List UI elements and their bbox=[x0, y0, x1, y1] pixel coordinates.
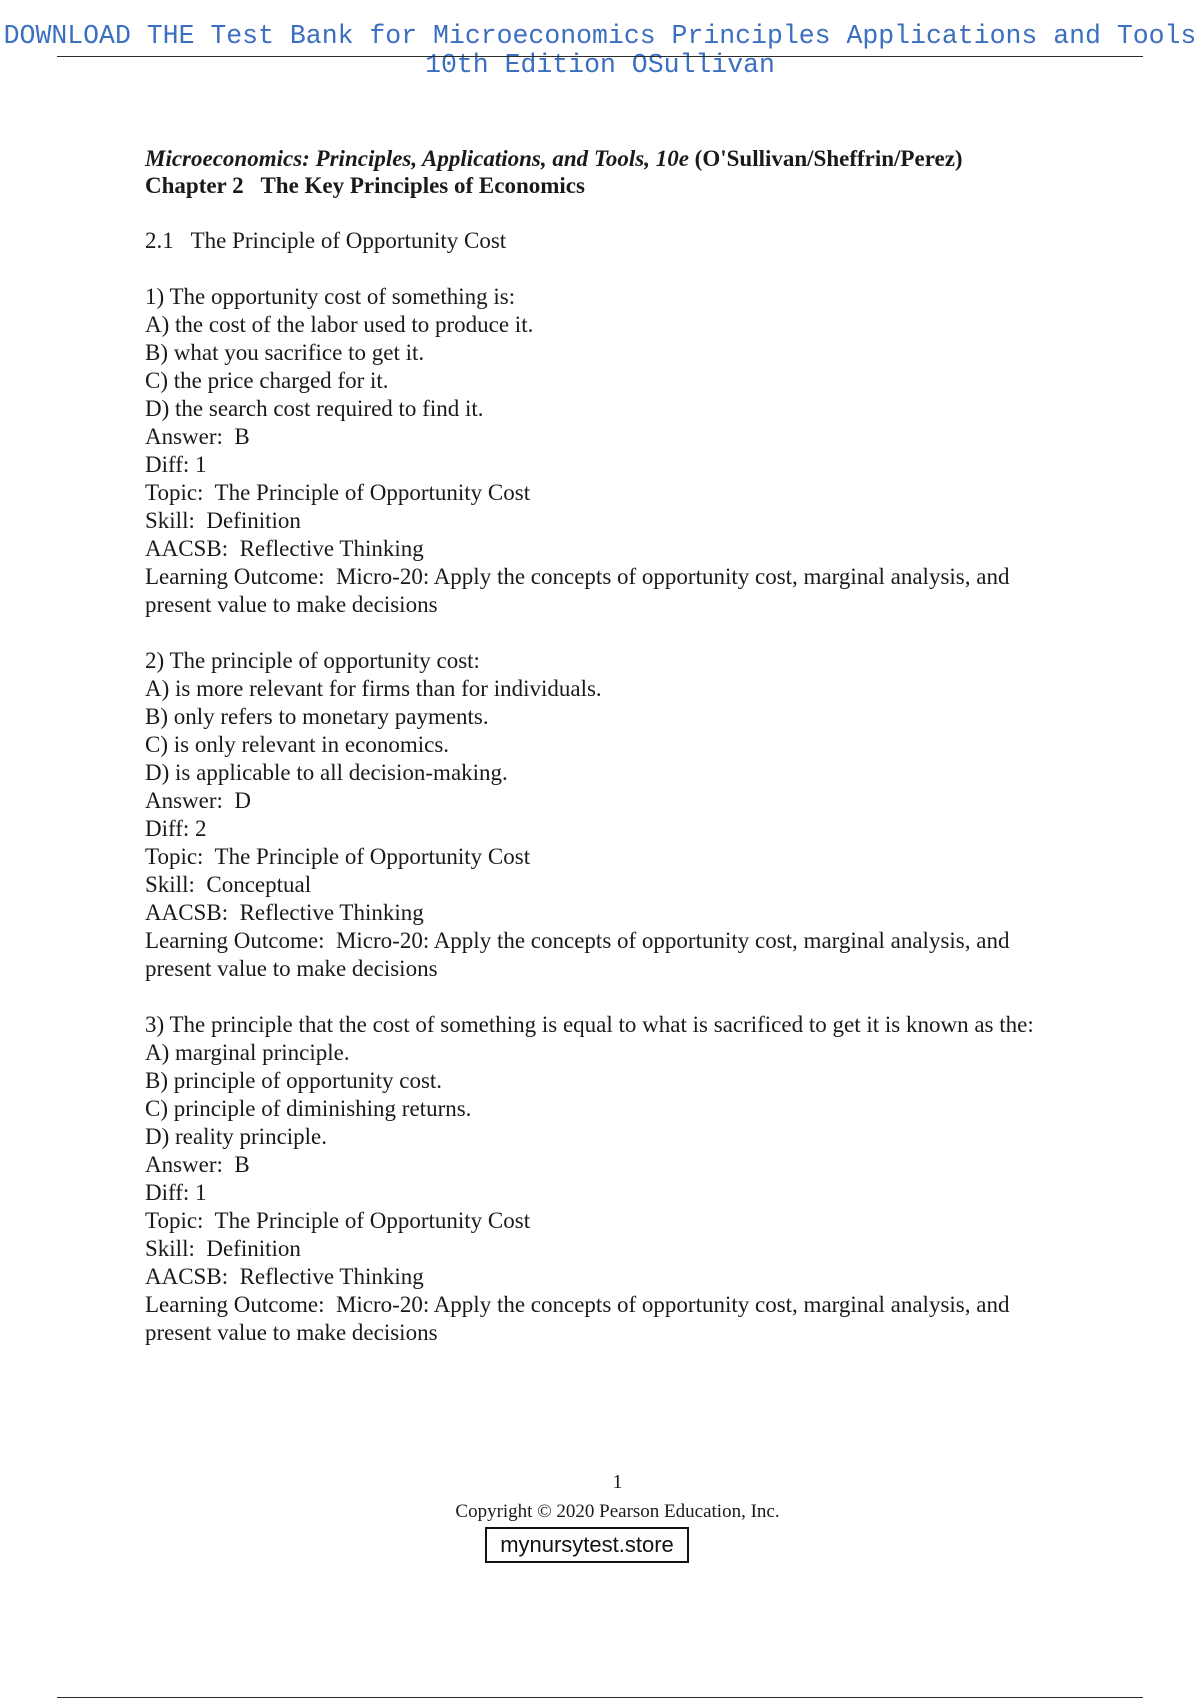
answer-option: C) principle of diminishing returns. bbox=[145, 1096, 472, 1121]
difficulty: Diff: 1 bbox=[145, 1180, 207, 1205]
answer-option: A) the cost of the labor used to produce it. bbox=[145, 312, 534, 337]
question-block bbox=[145, 1011, 1105, 1347]
answer-option: C) is only relevant in economics. bbox=[145, 732, 450, 757]
book-title bbox=[145, 145, 1105, 172]
question-block bbox=[145, 647, 1105, 983]
aacsb: AACSB: Reflective Thinking bbox=[145, 1264, 424, 1289]
answer-option: B) what you sacrifice to get it. bbox=[145, 340, 425, 365]
topic: Topic: The Principle of Opportunity Cost bbox=[145, 844, 531, 869]
question-stem: 2) The principle of opportunity cost: bbox=[145, 648, 480, 673]
answer-option: D) reality principle. bbox=[145, 1124, 328, 1149]
skill: Skill: Definition bbox=[145, 1236, 301, 1261]
chapter-title: Chapter 2 The Key Principles of Economics bbox=[145, 173, 585, 198]
book-authors: (O'Sullivan/Sheffrin/Perez) bbox=[688, 146, 963, 171]
answer-option: D) the search cost required to find it. bbox=[145, 396, 484, 421]
copyright-notice: Copyright © 2020 Pearson Education, Inc. bbox=[455, 1501, 780, 1522]
difficulty: Diff: 1 bbox=[145, 452, 207, 477]
answer-option: B) only refers to monetary payments. bbox=[145, 704, 489, 729]
answer-option: B) principle of opportunity cost. bbox=[145, 1068, 443, 1093]
skill: Skill: Conceptual bbox=[145, 872, 312, 897]
skill: Skill: Definition bbox=[145, 508, 301, 533]
topic: Topic: The Principle of Opportunity Cost bbox=[145, 480, 531, 505]
learning-outcome: Learning Outcome: Micro-20: Apply the concepts of opportunity cost, marginal analysis, and bbox=[145, 1292, 1010, 1317]
bottom-rule bbox=[57, 1697, 1143, 1698]
aacsb: AACSB: Reflective Thinking bbox=[145, 536, 424, 561]
answer-option: A) marginal principle. bbox=[145, 1040, 350, 1065]
answer-option: D) is applicable to all decision-making. bbox=[145, 760, 508, 785]
learning-outcome-continued: present value to make decisions bbox=[145, 1320, 438, 1345]
question-block bbox=[145, 283, 1105, 619]
answer-key: Answer: D bbox=[145, 788, 252, 813]
difficulty: Diff: 2 bbox=[145, 816, 207, 841]
answer-key: Answer: B bbox=[145, 424, 250, 449]
book-title-italic: Microeconomics: Principles, Applications, and Tools, 10e bbox=[145, 146, 689, 171]
topic: Topic: The Principle of Opportunity Cost bbox=[145, 1208, 531, 1233]
banner-underline bbox=[57, 56, 1143, 57]
learning-outcome: Learning Outcome: Micro-20: Apply the concepts of opportunity cost, marginal analysis, and bbox=[145, 564, 1010, 589]
aacsb: AACSB: Reflective Thinking bbox=[145, 900, 424, 925]
answer-option: C) the price charged for it. bbox=[145, 368, 389, 393]
learning-outcome-continued: present value to make decisions bbox=[145, 956, 438, 981]
question-stem: 3) The principle that the cost of something is equal to what is sacrificed to get it is known as the: bbox=[145, 1012, 1034, 1037]
answer-option: A) is more relevant for firms than for individuals. bbox=[145, 676, 602, 701]
watermark-stamp: mynursytest.store bbox=[485, 1527, 689, 1563]
question-stem: 1) The opportunity cost of something is: bbox=[145, 284, 516, 309]
download-banner-link[interactable]: DOWNLOAD THE Test Bank for Microeconomics Principles Applications and Tools 10th Edition OSullivan bbox=[3, 21, 1197, 80]
learning-outcome-continued: present value to make decisions bbox=[145, 592, 438, 617]
answer-key: Answer: B bbox=[145, 1152, 250, 1177]
page-number: 1 bbox=[612, 1471, 623, 1493]
document-body bbox=[145, 145, 1105, 1347]
section-title: 2.1 The Principle of Opportunity Cost bbox=[145, 228, 507, 253]
learning-outcome: Learning Outcome: Micro-20: Apply the concepts of opportunity cost, marginal analysis, and bbox=[145, 928, 1010, 953]
